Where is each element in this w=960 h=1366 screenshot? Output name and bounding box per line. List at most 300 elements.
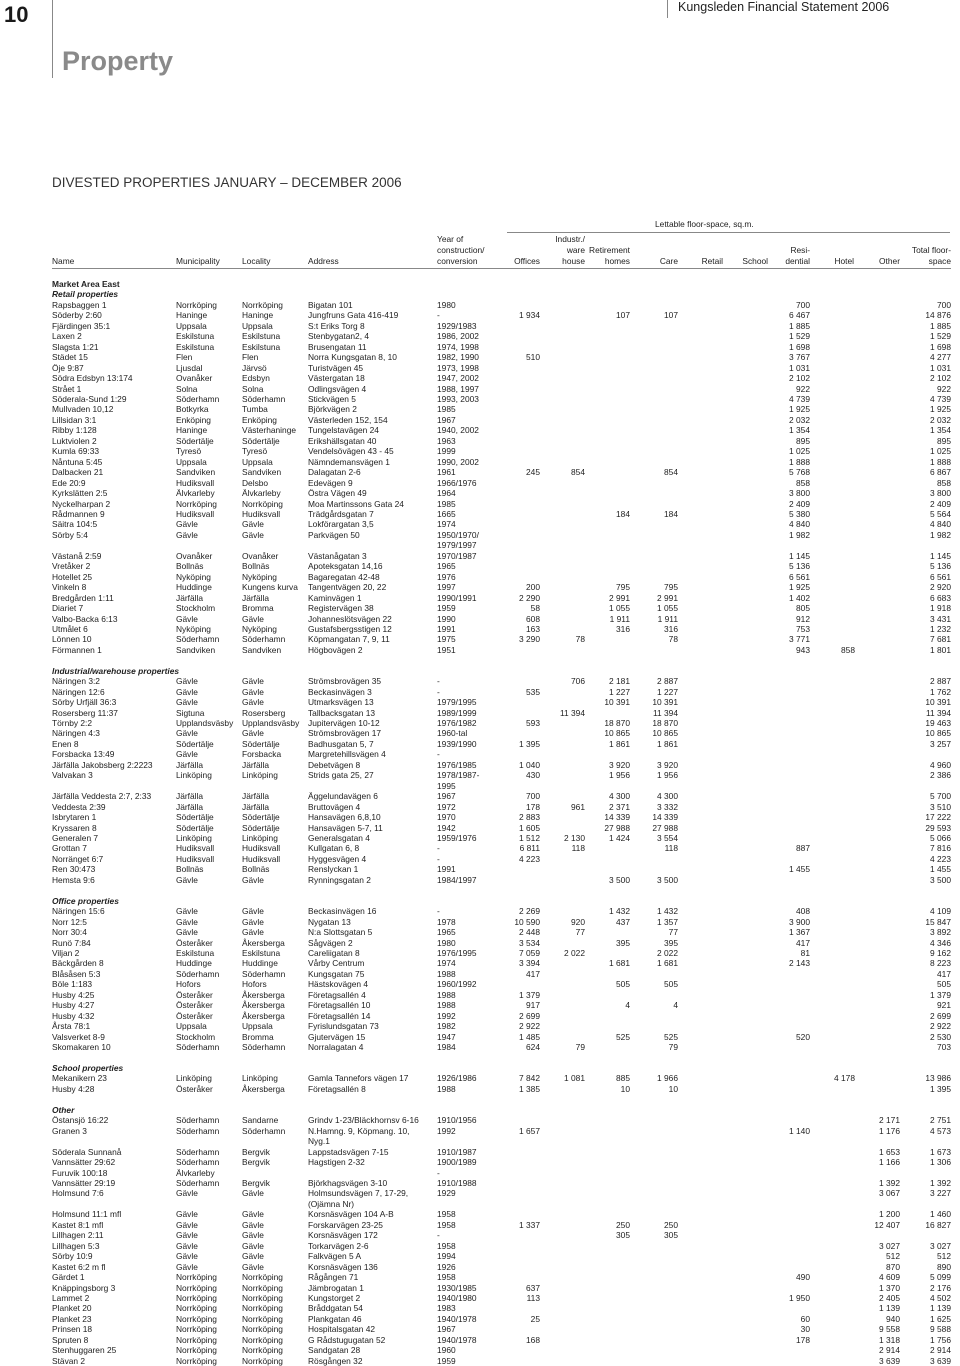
cell-total: 1 395 xyxy=(930,1083,951,1094)
cell-municipality: Uppsala xyxy=(176,456,207,467)
table-row xyxy=(52,342,951,352)
cell-residential: 2 032 xyxy=(789,414,810,425)
table-row xyxy=(52,1115,951,1125)
cell-retirement: 250 xyxy=(616,1219,630,1230)
cell-total: 15 847 xyxy=(925,916,951,927)
cell-total: 2 920 xyxy=(930,582,951,593)
cell-retirement: 3 500 xyxy=(609,874,630,885)
cell-address: Tungelstavägen 24 xyxy=(308,425,379,436)
cell-locality: Järfälla xyxy=(242,592,269,603)
cell-municipality: Söderhamn xyxy=(176,1157,220,1168)
cell-total: 703 xyxy=(937,1042,951,1053)
cell-year: 1982, 1990 xyxy=(437,352,479,363)
table-row xyxy=(52,530,951,540)
cell-total: 4 739 xyxy=(930,393,951,404)
cell-locality: Västerhaninge xyxy=(242,425,297,436)
cell-other: 4 609 xyxy=(879,1272,900,1283)
cell-residential: 4 840 xyxy=(789,519,810,530)
cell-address: Odlingsvägen 4 xyxy=(308,383,367,394)
cell-residential: 2 409 xyxy=(789,498,810,509)
table-row xyxy=(52,1272,951,1282)
cell-offices: 1 395 xyxy=(519,738,540,749)
cell-offices: 178 xyxy=(526,801,540,812)
cell-total: 1 801 xyxy=(930,644,951,655)
cell-offices: 917 xyxy=(526,1000,540,1011)
cell-residential: 895 xyxy=(796,435,810,446)
section-heading: Market Area East xyxy=(52,279,120,289)
cell-total: 4 960 xyxy=(930,759,951,770)
cell-address: N.Hamng. 9, Köpmang. 10, xyxy=(308,1125,410,1136)
cell-year: 1959/1976 xyxy=(437,833,477,844)
cell-year: 1973, 1998 xyxy=(437,362,479,373)
cell-address: Torkarvägen 2-6 xyxy=(308,1240,369,1251)
cell-address: Debetvägen 8 xyxy=(308,759,361,770)
cell-municipality: Haninge xyxy=(176,425,208,436)
cell-year: 1947, 2002 xyxy=(437,373,479,384)
cell-name: Järfälla Veddesta 2:7, 2:33 xyxy=(52,791,152,802)
cell-year: 1665 xyxy=(437,508,456,519)
cell-care: 1 432 xyxy=(657,906,678,917)
divested-properties-table xyxy=(52,279,951,1366)
cell-industrial: 706 xyxy=(571,676,585,687)
cell-care: 1 966 xyxy=(657,1073,678,1084)
cell-year: 1959 xyxy=(437,1355,456,1366)
cell-residential: 3 800 xyxy=(789,488,810,499)
section-heading-row xyxy=(52,289,951,299)
cell-locality: Norrköping xyxy=(242,1313,283,1324)
cell-retirement: 2 181 xyxy=(609,676,630,687)
cell-total: 1 918 xyxy=(930,603,951,614)
cell-offices: 7 842 xyxy=(519,1073,540,1084)
cell-care: 250 xyxy=(664,1219,678,1230)
cell-locality: Åkersberga xyxy=(242,937,285,948)
cell-municipality: Södertälje xyxy=(176,435,214,446)
cell-year: 1991 xyxy=(437,864,456,875)
cell-year: 1974, 1998 xyxy=(437,341,479,352)
spacer-row xyxy=(52,655,951,665)
cell-address: Bigatan 101 xyxy=(308,299,353,310)
cell-total: 890 xyxy=(937,1261,951,1272)
cell-municipality: Gävle xyxy=(176,519,198,530)
cell-total: 1 392 xyxy=(930,1177,951,1188)
cell-locality: Åkersberga xyxy=(242,1083,285,1094)
cell-offices: 2 883 xyxy=(519,812,540,823)
cell-total: 4 277 xyxy=(930,352,951,363)
table-row xyxy=(52,676,951,686)
table-row xyxy=(52,384,951,394)
cell-total: 3 431 xyxy=(930,613,951,624)
cell-year: 1983 xyxy=(437,1303,456,1314)
cell-name: Vannsätter 29:62 xyxy=(52,1157,116,1168)
cell-other: 1 200 xyxy=(879,1209,900,1220)
cell-residential: 81 xyxy=(800,948,810,958)
cell-name: Enen 8 xyxy=(52,738,79,749)
cell-locality: Söderhamn xyxy=(242,393,286,404)
table-row xyxy=(52,958,951,968)
cell-total: 3 500 xyxy=(930,874,951,885)
cell-care: 118 xyxy=(664,843,678,854)
cell-municipality: Hofors xyxy=(176,979,201,990)
cell-municipality: Linköping xyxy=(176,833,212,844)
cell-locality: Bromma xyxy=(242,1031,274,1042)
cell-municipality: Söderhamn xyxy=(176,1146,220,1157)
cell-address: Företagsallén 14 xyxy=(308,1010,371,1021)
cell-name: Böle 1:183 xyxy=(52,979,93,990)
cell-care: 3 920 xyxy=(657,759,678,770)
cell-address: Trädgårdsgatan 7 xyxy=(308,508,374,519)
cell-year: - xyxy=(437,310,440,321)
table-row xyxy=(52,718,951,728)
cell-total: 2 699 xyxy=(930,1010,951,1021)
cell-year: 1992 xyxy=(437,1125,456,1136)
cell-name: Sörby 5:4 xyxy=(52,529,88,540)
cell-address: Parkvägen 50 xyxy=(308,529,360,540)
cell-offices: 2 448 xyxy=(519,927,540,938)
cell-address: Turistvägen 45 xyxy=(308,362,364,373)
cell-year: 1997 xyxy=(437,582,456,593)
cell-locality: Flen xyxy=(242,352,259,363)
cell-care: 107 xyxy=(664,310,678,321)
cell-industrial: 2 022 xyxy=(564,948,585,958)
cell-total: 700 xyxy=(937,299,951,310)
cell-municipality: Södertälje xyxy=(176,738,214,749)
cell-name: Rosersberg 11:37 xyxy=(52,707,118,718)
section-heading-row xyxy=(52,1063,951,1073)
cell-year: 1939/1990 xyxy=(437,738,477,749)
cell-municipality: Enköping xyxy=(176,414,211,425)
cell-name: Stenhuggaren 25 xyxy=(52,1345,117,1356)
cell-care: 854 xyxy=(664,467,678,478)
cell-locality: Järvsö xyxy=(242,362,267,373)
cell-industrial: 11 394 xyxy=(560,707,585,718)
table-row xyxy=(52,310,951,320)
cell-total: 7 681 xyxy=(930,634,951,645)
table-row xyxy=(52,467,951,477)
table-row xyxy=(52,979,951,989)
cell-name: Stävan 2 xyxy=(52,1355,86,1366)
cell-year: 1975 xyxy=(437,634,456,645)
cell-locality: Söderhamn xyxy=(242,1125,286,1136)
cell-name: Kryssaren 8 xyxy=(52,822,97,833)
cell-residential: 30 xyxy=(800,1324,810,1335)
cell-offices: 624 xyxy=(526,1042,540,1053)
cell-other: 12 407 xyxy=(874,1219,900,1230)
cell-year: 1980 xyxy=(437,937,456,948)
cell-care: 795 xyxy=(664,582,678,593)
cell-care: 1 681 xyxy=(657,958,678,969)
cell-municipality: Gävle xyxy=(176,749,198,760)
cell-residential: 1 950 xyxy=(789,1292,810,1303)
cell-locality: Tumba xyxy=(242,404,268,415)
table-row xyxy=(52,760,951,770)
cell-locality: Nyköping xyxy=(242,623,277,634)
cell-municipality: Sandviken xyxy=(176,644,216,655)
cell-total: 7 816 xyxy=(930,843,951,854)
table-row xyxy=(52,906,951,916)
cell-year: 1942 xyxy=(437,822,456,833)
cell-locality: Sandarne xyxy=(242,1115,279,1126)
table-row xyxy=(52,561,951,571)
cell-address: Lokförargatan 3,5 xyxy=(308,519,374,530)
cell-name: Söderby 2:60 xyxy=(52,310,102,321)
table-row xyxy=(52,352,951,362)
cell-retirement: 14 339 xyxy=(604,812,630,823)
cell-municipality: Söderhamn xyxy=(176,1042,220,1053)
cell-municipality: Uppsala xyxy=(176,1021,207,1032)
cell-total: 3 800 xyxy=(930,488,951,499)
cell-year: 1988 xyxy=(437,989,456,1000)
cell-municipality: Hudiksvall xyxy=(176,477,215,488)
section-heading-row xyxy=(52,1105,951,1115)
table-row xyxy=(52,1073,951,1083)
cell-locality: Järfälla xyxy=(242,759,269,770)
cell-other: 1 392 xyxy=(879,1177,900,1188)
table-row xyxy=(52,1126,951,1136)
cell-address: Registervägen 38 xyxy=(308,603,374,614)
cell-address: Sandgatan 28 xyxy=(308,1345,361,1356)
cell-retirement: 3 920 xyxy=(609,759,630,770)
cell-municipality: Norrköping xyxy=(176,1324,217,1335)
cell-retirement: 27 988 xyxy=(604,822,630,833)
cell-retirement: 885 xyxy=(616,1073,630,1084)
cell-name: Kastet 8:1 mfl xyxy=(52,1219,104,1230)
cell-other: 1 318 xyxy=(879,1334,900,1345)
cell-name: Årsta 78:1 xyxy=(52,1021,91,1032)
cell-total: 1 762 xyxy=(930,686,951,697)
table-row xyxy=(52,1168,951,1178)
cell-total: 1 885 xyxy=(930,320,951,331)
cell-total: 2 032 xyxy=(930,414,951,425)
spacer-row xyxy=(52,885,951,895)
col-header-address: Address xyxy=(308,256,339,266)
cell-year: 1986, 2002 xyxy=(437,331,479,342)
table-row xyxy=(52,1335,951,1345)
col-header-retail: Retail xyxy=(701,256,723,266)
table-row xyxy=(52,875,951,885)
cell-year: 1980 xyxy=(437,299,456,310)
cell-address: Västanågatan 3 xyxy=(308,550,367,561)
cell-locality: Delsbo xyxy=(242,477,269,488)
cell-address: Västerleden 152, 154 xyxy=(308,414,388,425)
table-row xyxy=(52,1157,951,1167)
cell-municipality: Gävle xyxy=(176,1251,198,1262)
cell-year: 1995 xyxy=(437,780,456,791)
cell-total: 10 391 xyxy=(925,697,951,708)
cell-year: 1951 xyxy=(437,644,456,655)
cell-locality: Gävle xyxy=(242,1261,264,1272)
cell-care: 525 xyxy=(664,1031,678,1042)
cell-total: 2 922 xyxy=(930,1021,951,1032)
cell-total: 1 756 xyxy=(930,1334,951,1345)
section-heading: Retail properties xyxy=(52,289,119,300)
cell-offices: 430 xyxy=(526,770,540,781)
table-row xyxy=(52,645,951,655)
cell-care: 4 300 xyxy=(657,791,678,802)
cell-address: Norra Kungsgatan 8, 10 xyxy=(308,352,397,363)
cell-name: Husby 4:32 xyxy=(52,1010,95,1021)
cell-name: Gärdet 1 xyxy=(52,1272,85,1283)
cell-residential: 1 140 xyxy=(789,1125,810,1136)
cell-other: 2 405 xyxy=(879,1292,900,1303)
cell-total: 1 145 xyxy=(930,550,951,561)
cell-locality: Södertälje xyxy=(242,822,280,833)
cell-other: 3 027 xyxy=(879,1240,900,1251)
cell-name: Prinsen 18 xyxy=(52,1324,93,1335)
cell-name: Strået 1 xyxy=(52,383,82,394)
cell-total: 4 840 xyxy=(930,519,951,530)
cell-name: Lönnen 10 xyxy=(52,634,92,645)
cell-other: 870 xyxy=(886,1261,900,1272)
table-row xyxy=(52,478,951,488)
cell-offices: 1 040 xyxy=(519,759,540,770)
cell-locality: Gävle xyxy=(242,874,264,885)
cell-other: 9 558 xyxy=(879,1324,900,1335)
cell-total: 2 914 xyxy=(930,1345,951,1356)
cell-name: Diariet 7 xyxy=(52,603,84,614)
cell-total: 1 460 xyxy=(930,1209,951,1220)
cell-name: Skomakaren 10 xyxy=(52,1042,111,1053)
cell-locality: Uppsala xyxy=(242,1021,273,1032)
table-row xyxy=(52,1042,951,1052)
table-row xyxy=(52,509,951,519)
cell-year: 1940/1978 xyxy=(437,1334,477,1345)
table-row xyxy=(52,802,951,812)
cell-retirement: 4 xyxy=(625,1000,630,1011)
table-row xyxy=(52,572,951,582)
cell-year: 1974 xyxy=(437,958,456,969)
cell-total: 512 xyxy=(937,1251,951,1262)
cell-total: 3 510 xyxy=(930,801,951,812)
cell-municipality: Södertälje xyxy=(176,822,214,833)
cell-locality: Rosersberg xyxy=(242,707,286,718)
cell-name: Ren 30:473 xyxy=(52,864,96,875)
cell-other: 2 171 xyxy=(879,1115,900,1126)
cell-total: 3 257 xyxy=(930,738,951,749)
cell-locality: Gävle xyxy=(242,916,264,927)
cell-total: 895 xyxy=(937,435,951,446)
cell-locality: Norrköping xyxy=(242,1292,283,1303)
cell-locality: Söderhamn xyxy=(242,968,286,979)
cell-locality: Söderhamn xyxy=(242,1042,286,1053)
cell-offices: 1 512 xyxy=(519,833,540,844)
cell-locality: Hudiksvall xyxy=(242,853,281,864)
cell-address: Rynningsgatan 2 xyxy=(308,874,371,885)
cell-municipality: Stockholm xyxy=(176,1031,216,1042)
cell-year: 1964 xyxy=(437,488,456,499)
cell-residential: 1 529 xyxy=(789,331,810,342)
cell-year: 1967 xyxy=(437,791,456,802)
cell-address: Bruttovägen 4 xyxy=(308,801,361,812)
cell-municipality: Gävle xyxy=(176,697,198,708)
cell-name: Ribby 1:128 xyxy=(52,425,97,436)
cell-address: Korsnäsvägen 172 xyxy=(308,1230,378,1241)
cell-year: 1978 xyxy=(437,916,456,927)
cell-total: 1 354 xyxy=(930,425,951,436)
cell-name: Västanå 2:59 xyxy=(52,550,102,561)
cell-total: 3 027 xyxy=(930,1240,951,1251)
table-row xyxy=(52,1303,951,1313)
cell-locality: Älvkarleby xyxy=(242,488,281,499)
cell-residential: 1 698 xyxy=(789,341,810,352)
col-header-school: School xyxy=(742,256,768,266)
cell-address: Johanneslötsvägen 22 xyxy=(308,613,392,624)
cell-year: 1979/1995 xyxy=(437,697,477,708)
cell-total: 5 700 xyxy=(930,791,951,802)
cell-year: 1978/1987- xyxy=(437,770,480,781)
cell-total: 19 463 xyxy=(925,718,951,729)
cell-total: 10 865 xyxy=(925,728,951,739)
running-head-divider xyxy=(667,0,668,18)
cell-name: Norr 12:5 xyxy=(52,916,87,927)
cell-care: 10 xyxy=(668,1083,678,1094)
cell-retirement: 18 870 xyxy=(604,718,630,729)
cell-year: 1993, 2003 xyxy=(437,393,479,404)
cell-residential: 6 561 xyxy=(789,571,810,582)
cell-address: Gamla Tannefors vägen 17 xyxy=(308,1073,409,1084)
cell-address: Äggelundavägen 6 xyxy=(308,791,378,802)
spacer-row xyxy=(52,1053,951,1063)
table-row xyxy=(52,404,951,414)
cell-address: Kaminvägen 1 xyxy=(308,592,362,603)
cell-year: - xyxy=(437,1230,440,1241)
cell-total: 1 025 xyxy=(930,446,951,457)
cell-locality: Linköping xyxy=(242,770,278,781)
cell-municipality: Gävle xyxy=(176,1240,198,1251)
cell-residential: 5 136 xyxy=(789,561,810,572)
table-row xyxy=(52,415,951,425)
cell-total: 1 925 xyxy=(930,404,951,415)
cell-name: Östansjö 16:22 xyxy=(52,1115,109,1126)
cell-name: Runö 7:84 xyxy=(52,937,91,948)
cell-name: Luktviolen 2 xyxy=(52,435,97,446)
cell-name: Laxen 2 xyxy=(52,331,82,342)
table-row xyxy=(52,624,951,634)
col-header-name: Name xyxy=(52,256,75,266)
cell-address: Kungstorget 2 xyxy=(308,1292,361,1303)
cell-address: Jungfruns Gata 416-419 xyxy=(308,310,399,321)
cell-address: Företagsallén 10 xyxy=(308,1000,371,1011)
table-row xyxy=(52,728,951,738)
cell-other: 3 067 xyxy=(879,1188,900,1199)
group-header: Lettable floor-space, sq.m. xyxy=(655,219,754,229)
cell-retirement: 1 432 xyxy=(609,906,630,917)
cell-name: Södra Edsbyn 13:174 xyxy=(52,373,133,384)
cell-municipality: Norrköping xyxy=(176,1334,217,1345)
cell-year: 1985 xyxy=(437,404,456,415)
table-row xyxy=(52,781,951,791)
cell-address: Utmarksvägen 13 xyxy=(308,697,374,708)
cell-municipality: Järfälla xyxy=(176,791,203,802)
cell-locality: Norrköping xyxy=(242,498,283,509)
cell-municipality: Norrköping xyxy=(176,299,217,310)
table-row xyxy=(52,634,951,644)
table-row xyxy=(52,927,951,937)
cell-name: Lillhagen 5:3 xyxy=(52,1240,100,1251)
table-row xyxy=(52,1262,951,1272)
table-row xyxy=(52,1188,951,1198)
cell-offices: 1 934 xyxy=(519,310,540,321)
cell-year: 1976/1995 xyxy=(437,948,477,958)
cell-care: 10 865 xyxy=(652,728,678,739)
running-head: Kungsleden Financial Statement 2006 xyxy=(678,0,890,14)
col-header-industrial: Industr./ ware house xyxy=(555,234,585,266)
cell-year: 1972 xyxy=(437,801,456,812)
cell-address: Högbovägen 2 xyxy=(308,644,363,655)
cell-municipality: Österåker xyxy=(176,1000,213,1011)
cell-name: Näringen 4:3 xyxy=(52,728,100,739)
cell-industrial: 118 xyxy=(571,843,585,854)
cell-offices: 1 485 xyxy=(519,1031,540,1042)
